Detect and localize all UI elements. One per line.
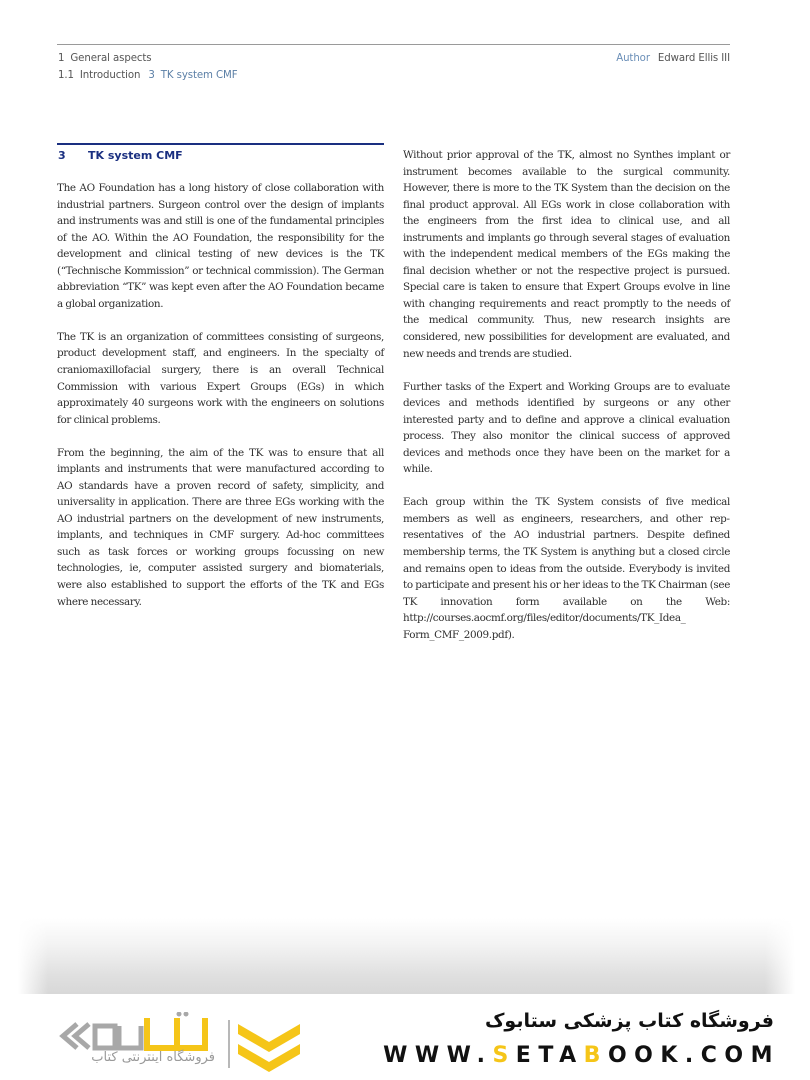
section-rule [57, 143, 384, 145]
url-part-highlight: S [492, 1043, 516, 1068]
breadcrumb [58, 50, 237, 84]
chapter-title: General aspects [70, 53, 152, 64]
paragraph: Without prior approval of the TK, almost no Synthes implant or instrument becomes available to the surgical community. However, there is more to the TK System than the decision on the final product approval. All EGs work in close collaboration with the engineers from the first idea to clinical use, and all instruments and implants go through several stages of evaluation with the independent medical members of the EGs making the final decision whether or not the respective project is pursued. Special care is taken to ensure that Expert Groups evolve in line with changing requirements and react promptly to the needs of the medical community. Thus, new research insights are considered, new possibilities for development are evaluated, and new needs and trends are studied. [403, 149, 730, 360]
header-rule [57, 44, 730, 45]
breadcrumb-section [58, 67, 237, 84]
section-heading-title: TK system CMF [88, 149, 183, 162]
section-heading-number: 3 [58, 149, 66, 162]
author-label: Author [616, 53, 650, 64]
section-heading [58, 148, 183, 164]
setabook-wordmark-icon [55, 1012, 320, 1076]
breadcrumb-chapter [58, 50, 237, 67]
url-part: OOK.COM [607, 1043, 780, 1068]
breadcrumb-current [148, 70, 237, 81]
setabook-logo [55, 1012, 320, 1076]
section-number: 1.1 [58, 70, 74, 81]
url-part: ETA [515, 1043, 584, 1068]
store-title: فروشگاه کتاب پزشکی ستابوک [484, 1010, 774, 1032]
url-part: WWW. [383, 1043, 493, 1068]
paragraph: The TK is an organization of committees consisting of surgeons, product development staff, and engineers. In the specialty of craniomaxillofacial surgery, there is an overall Technical Commission with various Expert Groups (EGs) in which approximately 40 surgeons work with the engineers on solutions for clinical problems. [57, 330, 384, 426]
paragraph: Further tasks of the Expert and Working Groups are to evaluate devices and methods identified by surgeons or any other interested party and to define and approve a clinical evaluation process. They also monitor the clinical success of approved devices and methods once they have been on the market for a while. [403, 380, 730, 476]
paragraph: From the beginning, the aim of the TK was to ensure that all implants and instruments that were manufactured according to AO standards have a proven record of safety, simplicity, and universality in application. There are three EGs working with the AO industrial partners on the development of new instruments, implants, and techniques in CMF surgery. Ad-hoc committees such as task forces or working groups focussing on new technologies, ie, computer assisted surgery and biomaterials, were also established to support the efforts of the TK and EGs where necessary. [57, 446, 384, 608]
author-name: Edward Ellis III [657, 53, 730, 64]
section-title: Introduction [79, 70, 141, 81]
left-column [57, 180, 384, 610]
logo-divider [228, 1020, 230, 1068]
current-number: 3 [148, 70, 155, 81]
chapter-number: 1 [58, 53, 65, 64]
url-part-highlight: B [583, 1043, 608, 1068]
logo-subtext: فروشگاه اینترنتی کتاب [91, 1050, 215, 1065]
paragraph: Each group within the TK System consists of five medical members as well as engineers, researchers, and other representatives of the AO industrial partners. Despite defined membership terms, the TK System is anything but a closed circle and remains open to ideas from the outside. Everybody is invited to participate and present his or her ideas to the TK Chairman (see TK innovation form available on the Web: http://courses.aocmf.org/files/editor/documents/TK_Idea_ Form_CMF_2009.pdf). [403, 496, 730, 641]
store-url [383, 1043, 780, 1068]
right-column [403, 147, 730, 643]
page-bottom-shadow [18, 918, 795, 994]
author-line [616, 50, 730, 67]
current-title: TK system CMF [160, 70, 238, 81]
paragraph: The AO Foundation has a long history of close collaboration with industrial partners. Surgeon control over the design of implants and instruments was and still is one of the fundamental principles of the AO. Within the AO Foundation, the responsibility for the development and clinical testing of new devices is the TK (“Technische Kommission” or technical commission). The German abbreviation “TK” was kept even after the AO Foundation became a global organization. [57, 182, 384, 310]
